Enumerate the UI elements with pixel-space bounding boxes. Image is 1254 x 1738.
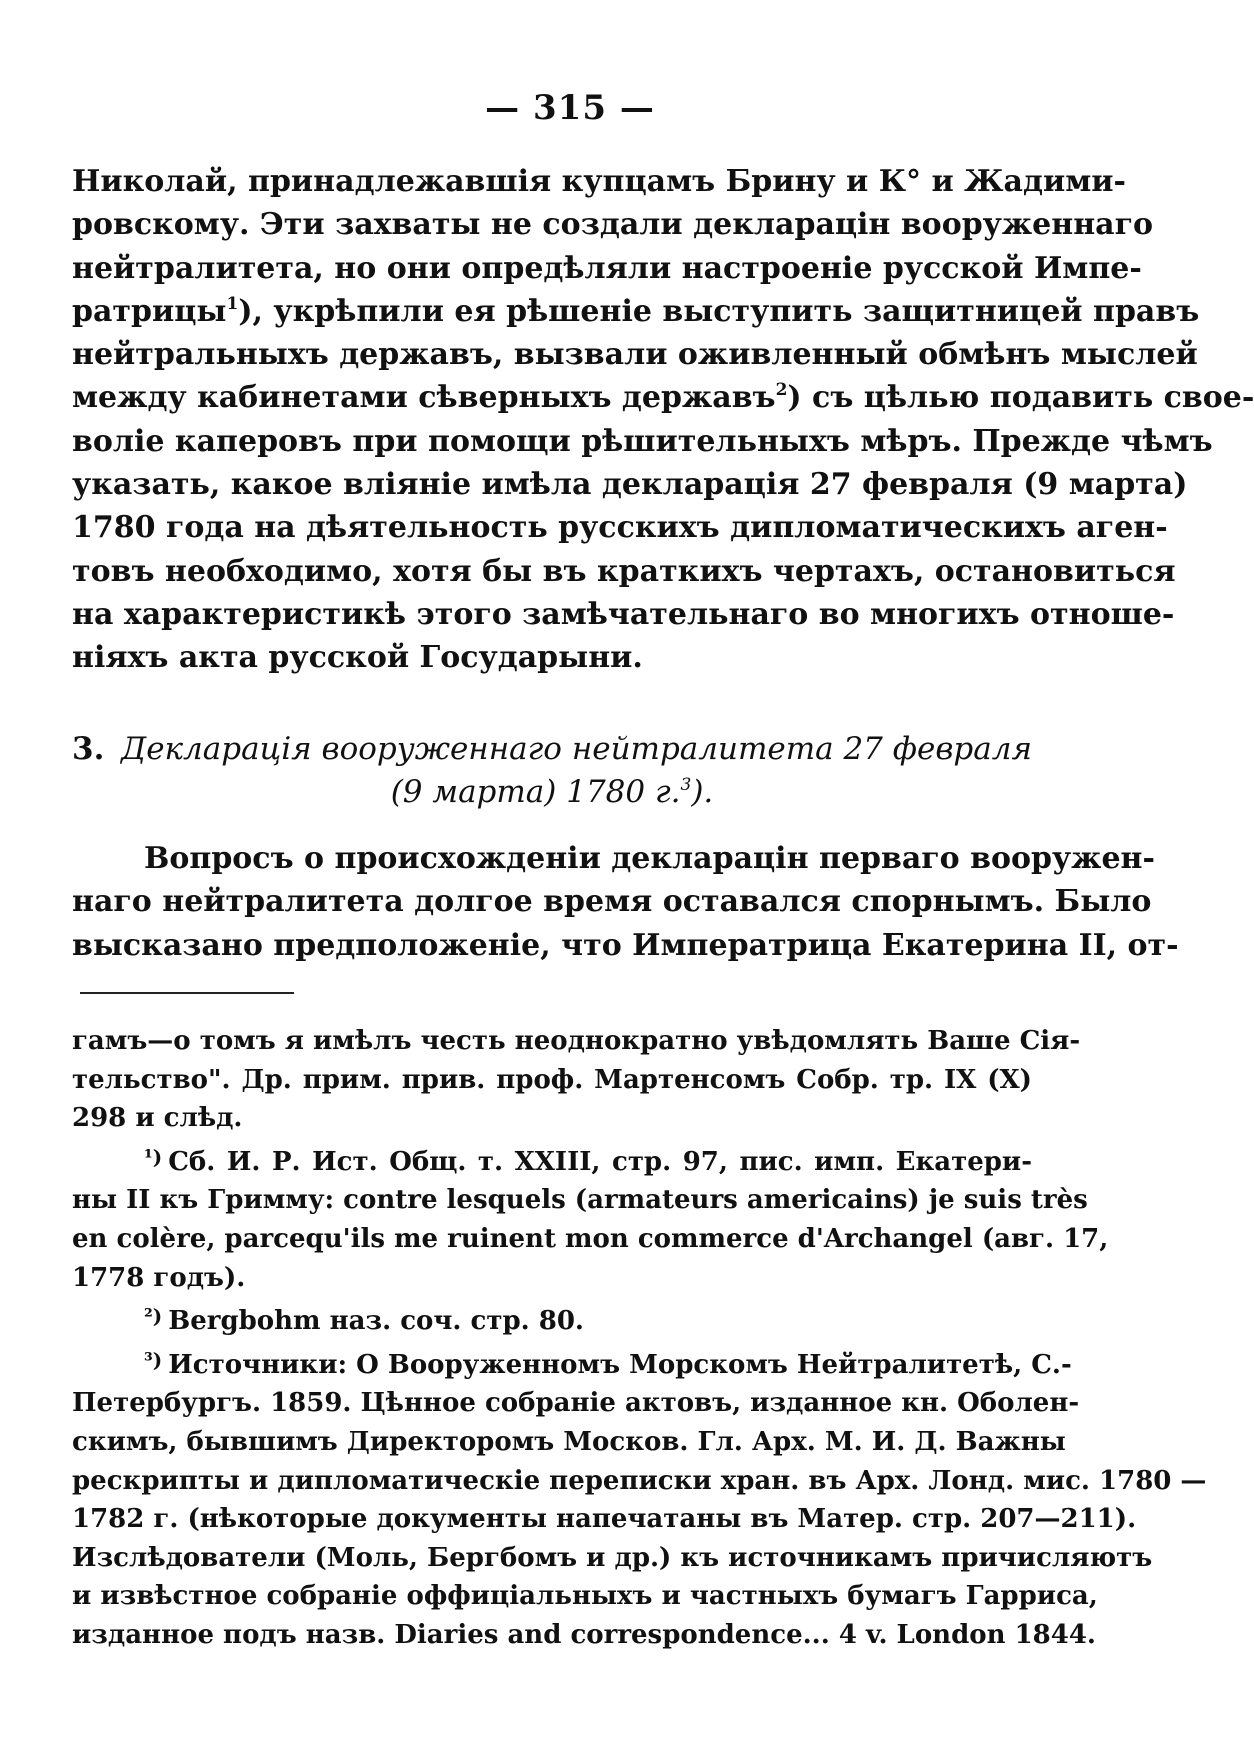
footnote-ref: 3	[680, 775, 692, 795]
section-title: Декларація вооруженнаго нейтралитета 27 февраля	[121, 731, 1032, 767]
footnote-2	[72, 1297, 1032, 1341]
paragraph-line: на характеристикѣ этого замѣчательнаго во многихъ отноше-	[72, 596, 1175, 632]
footnote-mark: ¹)	[144, 1144, 163, 1169]
footnote-line: en colère, parcequ'ils me ruinent mon commerce d'Archangel (авг. 17,	[72, 1223, 1109, 1254]
footnote-text: Сб. И. Р. Ист. Общ. т. XXIII, стр. 97, пис. имп. Екатери-	[168, 1146, 1032, 1177]
paragraph-line: ніяхъ акта русской Государыни.	[72, 640, 643, 676]
paragraph-line: 1780 года на дѣятельность русскихъ дипломатическихъ аген-	[72, 510, 1168, 546]
footnote-ref: 2	[775, 380, 788, 401]
paragraph-2	[72, 837, 1179, 967]
section-title-line-2	[72, 771, 1032, 814]
footnote-line: и извѣстное собраніе оффиціальныхъ и частныхъ бумагъ Гарриса,	[72, 1581, 1098, 1612]
footnote-mark: ²)	[144, 1304, 163, 1329]
paragraph-line: воліе каперовъ при помощи рѣшительныхъ мѣръ. Прежде чѣмъ	[72, 423, 1213, 459]
paragraph-line: нейтральныхъ державъ, вызвали оживленный обмѣнъ мыслей	[72, 337, 1198, 373]
footnote-line: Изслѣдователи (Моль, Бергбомъ и др.) къ источникамъ причисляютъ	[72, 1542, 1153, 1573]
footnote-line: ны II къ Гримму: contre lesquels (armateurs americains) je suis très	[72, 1185, 1088, 1216]
footnote-line: скимъ, бывшимъ Директоромъ Москов. Гл. Арх. М. И. Д. Важны	[72, 1426, 1066, 1457]
section-heading	[72, 728, 1032, 814]
footnote-line: 1782 г. (нѣкоторые документы напечатаны въ Матер. стр. 207—211).	[72, 1504, 1137, 1535]
footnote-3	[72, 1341, 1072, 1385]
page-number: — 315 —	[485, 88, 655, 128]
section-number: 3.	[72, 731, 105, 767]
paragraph-line: Вопросъ о происхожденіи декларацін перваго вооружен-	[144, 841, 1155, 876]
footnote-line: изданное подъ назв. Diaries and correspondence... 4 v. London 1844.	[72, 1619, 1096, 1650]
footnote-line: Петербургъ. 1859. Цѣнное собраніе актовъ, изданное кн. Оболен-	[72, 1388, 1080, 1419]
paragraph-line: указать, какое вліяніе имѣла декларація 27 февраля (9 марта)	[72, 467, 1188, 503]
footnote-line: гамъ—о томъ я имѣлъ честь неоднократно увѣдомлять Ваше Сія-	[72, 1026, 1081, 1056]
footnote-line: рескрипты и дипломатическіе переписки хран. въ Арх. Лонд. мис. 1780 —	[72, 1465, 1207, 1496]
paragraph-text: ), укрѣпили ея рѣшеніе выступить защитницей правъ	[238, 293, 1200, 329]
footnote-1	[72, 1138, 1032, 1182]
paragraph-line: товъ необходимо, хотя бы въ краткихъ чертахъ, остановиться	[72, 553, 1176, 589]
footnote-line: 1778 годъ).	[72, 1262, 246, 1293]
section-title-close: ).	[691, 774, 714, 810]
footnotes	[72, 1022, 1207, 1655]
paragraph-line: высказано предположеніе, что Императрица Екатерина II, от-	[72, 927, 1179, 963]
footnote-divider	[80, 992, 294, 994]
footnote-line: 298 и слѣд.	[72, 1103, 243, 1134]
footnote-text: Bergbohm наз. соч. стр. 80.	[168, 1306, 584, 1337]
footnote-mark: ³)	[144, 1347, 163, 1372]
paragraph-line: ровскому. Эти захваты не создали декларацін вооруженнаго	[72, 207, 1154, 243]
paragraph-text: ратрицы	[72, 293, 227, 329]
paragraph-line: Николай, принадлежавшія купцамъ Брину и К° и Жадими-	[72, 164, 1126, 199]
footnote-line: тельство". Др. прим. прив. проф. Мартенсомъ Собр. тр. IX (X)	[72, 1064, 1032, 1095]
section-title-cont: (9 марта) 1780 г.	[390, 774, 681, 810]
footnote-ref: 1	[226, 293, 239, 314]
paragraph-text: между кабинетами сѣверныхъ державъ	[72, 380, 776, 416]
paragraph-text: ) съ цѣлью подавить свое-	[787, 380, 1254, 416]
paragraph-line-with-ref	[72, 376, 1254, 419]
paragraph-line: наго нейтралитета долгое время оставался спорнымъ. Было	[72, 884, 1152, 920]
paragraph-line-with-ref	[72, 290, 1200, 333]
footnote-text: Источники: О Вооруженномъ Морскомъ Нейтралитетѣ, С.-	[168, 1349, 1072, 1380]
paragraph-line: нейтралитета, но они опредѣляли настроеніе русской Импе-	[72, 250, 1142, 286]
paragraph-1	[72, 160, 1254, 680]
